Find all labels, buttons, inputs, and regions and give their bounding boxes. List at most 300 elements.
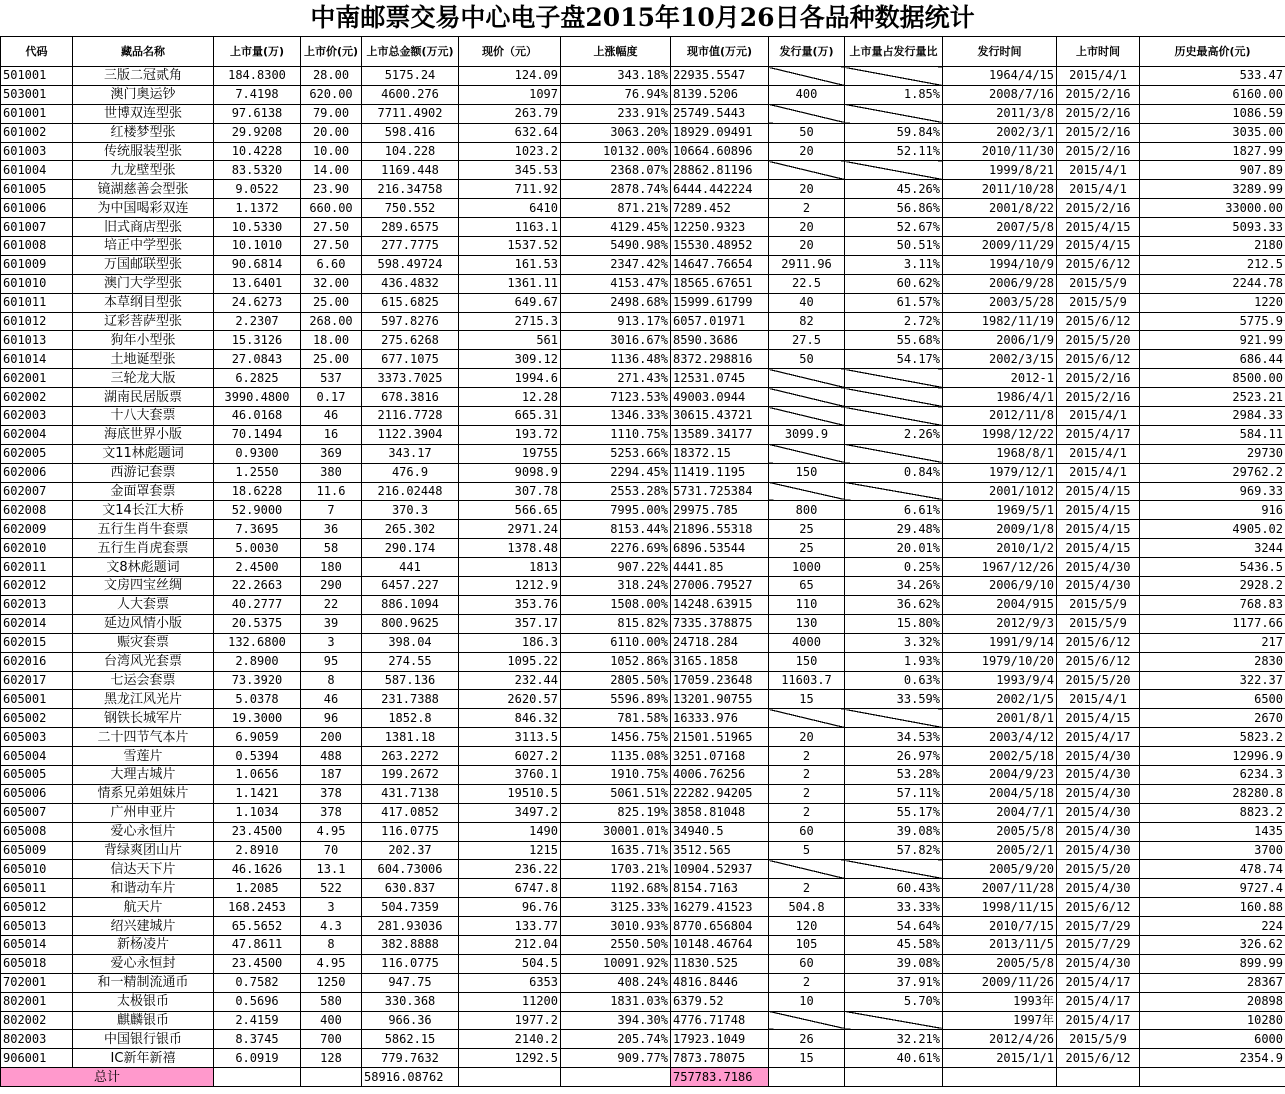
cell-listed-ratio: 39.08% xyxy=(845,822,943,841)
cell-name: IC新年新禧 xyxy=(73,1049,214,1068)
cell-market-value: 3165.1858 xyxy=(671,652,769,671)
cell-issue-date: 2002/3/1 xyxy=(943,123,1057,142)
cell-code: 702001 xyxy=(1,973,73,992)
cell-name: 九龙壁型张 xyxy=(73,161,214,180)
cell-name: 红楼梦型张 xyxy=(73,123,214,142)
cell-total-amount: 216.02448 xyxy=(362,482,459,501)
cell-total-amount: 398.04 xyxy=(362,633,459,652)
cell-current-price: 649.67 xyxy=(459,293,561,312)
cell-listing-date: 2015/6/12 xyxy=(1057,255,1140,274)
cell-high-price: 12996.9 xyxy=(1140,747,1285,766)
cell-listing-date: 2015/7/29 xyxy=(1057,935,1140,954)
cell-current-price: 561 xyxy=(459,331,561,350)
cell-listed-price: 23.90 xyxy=(301,180,362,199)
cell-current-price: 711.92 xyxy=(459,180,561,199)
cell-listed-qty: 2.8910 xyxy=(214,841,301,860)
header-listed-qty: 上市量(万) xyxy=(214,37,301,67)
cell-name: 三版二冠贰角 xyxy=(73,67,214,86)
cell-market-value: 15999.61799 xyxy=(671,293,769,312)
cell-issue-qty: 25 xyxy=(769,539,845,558)
cell-gain: 5061.51% xyxy=(561,784,671,803)
cell-listed-price: 25.00 xyxy=(301,350,362,369)
cell-total-amount: 1381.18 xyxy=(362,728,459,747)
cell-listed-qty: 90.6814 xyxy=(214,255,301,274)
cell-listed-ratio: 0.25% xyxy=(845,558,943,577)
cell-name: 文14长江大桥 xyxy=(73,501,214,520)
cell-market-value: 6444.442224 xyxy=(671,180,769,199)
cell-gain: 10132.00% xyxy=(561,142,671,161)
cell-code: 605018 xyxy=(1,954,73,973)
cell-gain: 3016.67% xyxy=(561,331,671,350)
cell-listed-qty: 6.2825 xyxy=(214,369,301,388)
total-empty-cell xyxy=(845,1068,943,1087)
cell-high-price: 4905.02 xyxy=(1140,520,1285,539)
cell-gain: 6110.00% xyxy=(561,633,671,652)
cell-gain: 1703.21% xyxy=(561,860,671,879)
cell-total-amount: 966.36 xyxy=(362,1011,459,1030)
cell-market-value: 11830.525 xyxy=(671,954,769,973)
cell-listed-qty: 27.0843 xyxy=(214,350,301,369)
cell-listed-qty: 2.2307 xyxy=(214,312,301,331)
cell-listed-ratio: 52.11% xyxy=(845,142,943,161)
total-empty-cell xyxy=(214,1068,301,1087)
cell-high-price: 28280.8 xyxy=(1140,784,1285,803)
cell-gain: 825.19% xyxy=(561,803,671,822)
cell-total-amount: 231.7388 xyxy=(362,690,459,709)
cell-code: 601011 xyxy=(1,293,73,312)
cell-high-price: 29762.2 xyxy=(1140,463,1285,482)
cell-total-amount: 597.8276 xyxy=(362,312,459,331)
cell-code: 601003 xyxy=(1,142,73,161)
cell-listing-date: 2015/5/9 xyxy=(1057,1030,1140,1049)
cell-market-value: 14248.63915 xyxy=(671,595,769,614)
cell-issue-qty xyxy=(769,407,845,426)
cell-issue-qty: 27.5 xyxy=(769,331,845,350)
cell-name: 狗年小型张 xyxy=(73,331,214,350)
cell-code: 605008 xyxy=(1,822,73,841)
cell-listed-ratio: 52.67% xyxy=(845,218,943,237)
cell-issue-qty: 60 xyxy=(769,954,845,973)
table-row xyxy=(1,293,1285,312)
cell-name: 海底世界小版 xyxy=(73,425,214,444)
cell-market-value: 8590.3686 xyxy=(671,331,769,350)
cell-listing-date: 2015/4/15 xyxy=(1057,520,1140,539)
cell-listed-price: 18.00 xyxy=(301,331,362,350)
cell-issue-date: 2015/1/1 xyxy=(943,1049,1057,1068)
cell-market-value: 15530.48952 xyxy=(671,237,769,256)
cell-market-value: 16279.41523 xyxy=(671,898,769,917)
cell-listing-date: 2015/4/15 xyxy=(1057,539,1140,558)
cell-listed-qty: 0.7582 xyxy=(214,973,301,992)
cell-name: 旧式商店型张 xyxy=(73,218,214,237)
cell-listed-qty: 19.3000 xyxy=(214,709,301,728)
cell-current-price: 309.12 xyxy=(459,350,561,369)
cell-market-value: 5731.725384 xyxy=(671,482,769,501)
cell-listed-qty: 10.1010 xyxy=(214,237,301,256)
cell-total-amount: 7711.4902 xyxy=(362,104,459,123)
cell-name: 镜湖慈善会型张 xyxy=(73,180,214,199)
cell-gain: 2553.28% xyxy=(561,482,671,501)
cell-high-price: 1827.99 xyxy=(1140,142,1285,161)
cell-listed-qty: 65.5652 xyxy=(214,917,301,936)
total-empty-cell xyxy=(561,1068,671,1087)
cell-listed-ratio xyxy=(845,104,943,123)
cell-listing-date: 2015/4/15 xyxy=(1057,237,1140,256)
cell-issue-date: 2011/3/8 xyxy=(943,104,1057,123)
cell-issue-date: 1979/12/1 xyxy=(943,463,1057,482)
cell-issue-qty: 20 xyxy=(769,180,845,199)
cell-listed-qty: 0.9300 xyxy=(214,444,301,463)
cell-code: 605014 xyxy=(1,935,73,954)
cell-listed-qty: 1.2085 xyxy=(214,879,301,898)
cell-listed-price: 46 xyxy=(301,690,362,709)
cell-name: 文11林彪题词 xyxy=(73,444,214,463)
cell-listed-ratio: 15.80% xyxy=(845,614,943,633)
cell-gain: 2805.50% xyxy=(561,671,671,690)
cell-code: 605009 xyxy=(1,841,73,860)
cell-total-amount: 441 xyxy=(362,558,459,577)
cell-listed-qty: 15.3126 xyxy=(214,331,301,350)
cell-listed-price: 522 xyxy=(301,879,362,898)
cell-issue-qty: 150 xyxy=(769,652,845,671)
cell-high-price: 1086.59 xyxy=(1140,104,1285,123)
table-row xyxy=(1,822,1285,841)
cell-total-amount: 263.2272 xyxy=(362,747,459,766)
cell-code: 601013 xyxy=(1,331,73,350)
cell-listed-ratio xyxy=(845,388,943,407)
table-row xyxy=(1,1011,1285,1030)
header-listing-date: 上市时间 xyxy=(1057,37,1140,67)
cell-listing-date: 2015/4/30 xyxy=(1057,558,1140,577)
cell-gain: 913.17% xyxy=(561,312,671,331)
cell-listed-ratio: 55.68% xyxy=(845,331,943,350)
cell-market-value: 16333.976 xyxy=(671,709,769,728)
cell-listed-qty: 8.3745 xyxy=(214,1030,301,1049)
cell-listing-date: 2015/4/30 xyxy=(1057,784,1140,803)
cell-current-price: 1490 xyxy=(459,822,561,841)
cell-name: 十八大套票 xyxy=(73,407,214,426)
cell-current-price: 632.64 xyxy=(459,123,561,142)
cell-issue-qty: 20 xyxy=(769,237,845,256)
cell-listed-ratio: 20.01% xyxy=(845,539,943,558)
cell-total-amount: 1169.448 xyxy=(362,161,459,180)
cell-name: 新杨凌片 xyxy=(73,935,214,954)
total-empty-cell xyxy=(301,1068,362,1087)
cell-listed-ratio: 3.11% xyxy=(845,255,943,274)
cell-total-amount: 779.7632 xyxy=(362,1049,459,1068)
cell-high-price: 2830 xyxy=(1140,652,1285,671)
cell-code: 601001 xyxy=(1,104,73,123)
cell-name: 情系兄弟姐妹片 xyxy=(73,784,214,803)
cell-name: 和一精制流通币 xyxy=(73,973,214,992)
cell-code: 601007 xyxy=(1,218,73,237)
cell-gain: 394.30% xyxy=(561,1011,671,1030)
cell-gain: 4129.45% xyxy=(561,218,671,237)
cell-listed-price: 22 xyxy=(301,595,362,614)
cell-issue-date: 2005/9/20 xyxy=(943,860,1057,879)
cell-high-price: 2523.21 xyxy=(1140,388,1285,407)
cell-listed-price: 4.3 xyxy=(301,917,362,936)
cell-listed-price: 27.50 xyxy=(301,237,362,256)
cell-listed-qty: 7.3695 xyxy=(214,520,301,539)
cell-market-value: 13589.34177 xyxy=(671,425,769,444)
table-row xyxy=(1,444,1285,463)
cell-issue-date: 1986/4/1 xyxy=(943,388,1057,407)
cell-listed-price: 39 xyxy=(301,614,362,633)
cell-code: 601010 xyxy=(1,274,73,293)
cell-gain: 781.58% xyxy=(561,709,671,728)
cell-issue-qty: 150 xyxy=(769,463,845,482)
cell-high-price: 2180 xyxy=(1140,237,1285,256)
cell-listed-price: 580 xyxy=(301,992,362,1011)
cell-listed-qty: 184.8300 xyxy=(214,67,301,86)
cell-listed-qty: 2.4159 xyxy=(214,1011,301,1030)
cell-total-amount: 1852.8 xyxy=(362,709,459,728)
cell-high-price: 212.5 xyxy=(1140,255,1285,274)
cell-listing-date: 2015/6/12 xyxy=(1057,1049,1140,1068)
cell-issue-qty: 1000 xyxy=(769,558,845,577)
cell-listing-date: 2015/4/30 xyxy=(1057,747,1140,766)
cell-listing-date: 2015/2/16 xyxy=(1057,369,1140,388)
cell-total-amount: 5862.15 xyxy=(362,1030,459,1049)
cell-high-price: 916 xyxy=(1140,501,1285,520)
cell-issue-qty: 5 xyxy=(769,841,845,860)
cell-total-amount: 104.228 xyxy=(362,142,459,161)
cell-high-price: 478.74 xyxy=(1140,860,1285,879)
cell-current-price: 6747.8 xyxy=(459,879,561,898)
cell-total-amount: 677.1075 xyxy=(362,350,459,369)
cell-total-amount: 598.49724 xyxy=(362,255,459,274)
cell-issue-qty: 4000 xyxy=(769,633,845,652)
cell-listing-date: 2015/2/16 xyxy=(1057,104,1140,123)
table-row xyxy=(1,898,1285,917)
cell-listed-ratio xyxy=(845,860,943,879)
cell-listing-date: 2015/4/30 xyxy=(1057,803,1140,822)
total-empty-cell xyxy=(1057,1068,1140,1087)
cell-code: 802003 xyxy=(1,1030,73,1049)
cell-listed-ratio: 2.26% xyxy=(845,425,943,444)
cell-listed-price: 128 xyxy=(301,1049,362,1068)
cell-high-price: 686.44 xyxy=(1140,350,1285,369)
cell-gain: 3010.93% xyxy=(561,917,671,936)
cell-issue-qty: 65 xyxy=(769,577,845,596)
cell-listing-date: 2015/4/30 xyxy=(1057,765,1140,784)
cell-name: 爱心永恒片 xyxy=(73,822,214,841)
cell-current-price: 6027.2 xyxy=(459,747,561,766)
cell-gain: 408.24% xyxy=(561,973,671,992)
cell-total-amount: 199.2672 xyxy=(362,765,459,784)
cell-gain: 1346.33% xyxy=(561,407,671,426)
cell-current-price: 1163.1 xyxy=(459,218,561,237)
cell-listed-price: 46 xyxy=(301,407,362,426)
cell-market-value: 28862.81196 xyxy=(671,161,769,180)
cell-current-price: 1097 xyxy=(459,85,561,104)
cell-name: 爱心永恒封 xyxy=(73,954,214,973)
cell-issue-qty: 3099.9 xyxy=(769,425,845,444)
cell-name: 航天片 xyxy=(73,898,214,917)
cell-issue-qty: 2911.96 xyxy=(769,255,845,274)
cell-listed-price: 0.17 xyxy=(301,388,362,407)
cell-gain: 5490.98% xyxy=(561,237,671,256)
cell-listed-price: 290 xyxy=(301,577,362,596)
cell-market-value: 21501.51965 xyxy=(671,728,769,747)
cell-listing-date: 2015/5/20 xyxy=(1057,671,1140,690)
cell-listed-price: 96 xyxy=(301,709,362,728)
cell-code: 602014 xyxy=(1,614,73,633)
cell-code: 602007 xyxy=(1,482,73,501)
cell-issue-date: 1967/12/26 xyxy=(943,558,1057,577)
cell-market-value: 13201.90755 xyxy=(671,690,769,709)
cell-listed-price: 4.95 xyxy=(301,954,362,973)
header-market-value: 现市值(万元) xyxy=(671,37,769,67)
page-title: 中南邮票交易中心电子盘2015年10月26日各品种数据统计 xyxy=(310,3,975,32)
cell-code: 605007 xyxy=(1,803,73,822)
cell-gain: 1456.75% xyxy=(561,728,671,747)
cell-gain: 10091.92% xyxy=(561,954,671,973)
cell-listing-date: 2015/4/1 xyxy=(1057,444,1140,463)
cell-listed-price: 7 xyxy=(301,501,362,520)
table-row xyxy=(1,671,1285,690)
cell-name: 中国银行银币 xyxy=(73,1030,214,1049)
cell-issue-qty: 11603.7 xyxy=(769,671,845,690)
cell-listed-qty: 6.0919 xyxy=(214,1049,301,1068)
cell-gain: 4153.47% xyxy=(561,274,671,293)
cell-listed-ratio: 0.63% xyxy=(845,671,943,690)
cell-total-amount: 3373.7025 xyxy=(362,369,459,388)
cell-listing-date: 2015/6/12 xyxy=(1057,312,1140,331)
cell-code: 605002 xyxy=(1,709,73,728)
table-body xyxy=(1,67,1285,1068)
cell-total-amount: 436.4832 xyxy=(362,274,459,293)
cell-current-price: 3113.5 xyxy=(459,728,561,747)
table-row xyxy=(1,690,1285,709)
cell-total-amount: 5175.24 xyxy=(362,67,459,86)
table-row xyxy=(1,841,1285,860)
cell-listed-price: 8 xyxy=(301,935,362,954)
cell-market-value: 6057.01971 xyxy=(671,312,769,331)
cell-code: 605012 xyxy=(1,898,73,917)
cell-total-amount: 202.37 xyxy=(362,841,459,860)
cell-current-price: 12.28 xyxy=(459,388,561,407)
total-market-value: 757783.7186 xyxy=(671,1068,769,1087)
cell-code: 602009 xyxy=(1,520,73,539)
cell-code: 605001 xyxy=(1,690,73,709)
cell-listed-ratio: 37.91% xyxy=(845,973,943,992)
cell-listed-ratio: 1.93% xyxy=(845,652,943,671)
cell-listing-date: 2015/4/30 xyxy=(1057,954,1140,973)
table-row xyxy=(1,747,1285,766)
cell-listing-date: 2015/2/16 xyxy=(1057,85,1140,104)
table-row xyxy=(1,803,1285,822)
cell-name: 文房四宝丝绸 xyxy=(73,577,214,596)
cell-issue-qty: 40 xyxy=(769,293,845,312)
header-total-amount: 上市总金额(万元) xyxy=(362,37,459,67)
cell-high-price: 907.89 xyxy=(1140,161,1285,180)
cell-name: 金面罩套票 xyxy=(73,482,214,501)
table-row xyxy=(1,935,1285,954)
cell-issue-qty: 25 xyxy=(769,520,845,539)
cell-market-value: 8770.656804 xyxy=(671,917,769,936)
cell-gain: 907.22% xyxy=(561,558,671,577)
cell-market-value: 18929.09491 xyxy=(671,123,769,142)
cell-name: 赈灾套票 xyxy=(73,633,214,652)
cell-listed-qty: 23.4500 xyxy=(214,954,301,973)
cell-listed-ratio: 0.84% xyxy=(845,463,943,482)
cell-listing-date: 2015/4/30 xyxy=(1057,879,1140,898)
cell-listed-qty: 1.1034 xyxy=(214,803,301,822)
total-empty-cell xyxy=(1140,1068,1285,1087)
cell-listed-ratio: 3.32% xyxy=(845,633,943,652)
cell-high-price: 6234.3 xyxy=(1140,765,1285,784)
cell-code: 605010 xyxy=(1,860,73,879)
cell-current-price: 357.17 xyxy=(459,614,561,633)
cell-listed-ratio xyxy=(845,67,943,86)
total-empty-cell xyxy=(943,1068,1057,1087)
cell-code: 503001 xyxy=(1,85,73,104)
cell-listed-ratio: 45.26% xyxy=(845,180,943,199)
cell-current-price: 11200 xyxy=(459,992,561,1011)
cell-listing-date: 2015/4/1 xyxy=(1057,463,1140,482)
cell-market-value: 4441.85 xyxy=(671,558,769,577)
cell-name: 西游记套票 xyxy=(73,463,214,482)
cell-name: 钢铁长城军片 xyxy=(73,709,214,728)
stamp-data-table xyxy=(0,36,1285,1087)
cell-name: 二十四节气本片 xyxy=(73,728,214,747)
cell-high-price: 1435 xyxy=(1140,822,1285,841)
table-row xyxy=(1,218,1285,237)
cell-listing-date: 2015/4/17 xyxy=(1057,1011,1140,1030)
cell-listed-qty: 47.8611 xyxy=(214,935,301,954)
cell-issue-date: 1993年 xyxy=(943,992,1057,1011)
cell-issue-qty: 400 xyxy=(769,85,845,104)
cell-issue-date: 2003/5/28 xyxy=(943,293,1057,312)
cell-high-price: 6000 xyxy=(1140,1030,1285,1049)
cell-listed-price: 79.00 xyxy=(301,104,362,123)
cell-issue-date: 2002/3/15 xyxy=(943,350,1057,369)
cell-listed-ratio: 61.57% xyxy=(845,293,943,312)
table-row xyxy=(1,501,1285,520)
cell-listing-date: 2015/4/30 xyxy=(1057,577,1140,596)
cell-market-value: 11419.1195 xyxy=(671,463,769,482)
table-row xyxy=(1,425,1285,444)
cell-issue-qty: 800 xyxy=(769,501,845,520)
cell-code: 602012 xyxy=(1,577,73,596)
header-issue-date: 发行时间 xyxy=(943,37,1057,67)
table-row xyxy=(1,350,1285,369)
cell-current-price: 1378.48 xyxy=(459,539,561,558)
cell-listing-date: 2015/2/16 xyxy=(1057,388,1140,407)
cell-total-amount: 343.17 xyxy=(362,444,459,463)
cell-code: 802002 xyxy=(1,1011,73,1030)
cell-issue-date: 2001/8/22 xyxy=(943,199,1057,218)
cell-gain: 1910.75% xyxy=(561,765,671,784)
cell-total-amount: 800.9625 xyxy=(362,614,459,633)
cell-listed-ratio: 54.64% xyxy=(845,917,943,936)
cell-issue-qty: 50 xyxy=(769,350,845,369)
cell-total-amount: 630.837 xyxy=(362,879,459,898)
cell-issue-qty xyxy=(769,161,845,180)
cell-listed-ratio: 2.72% xyxy=(845,312,943,331)
cell-high-price: 217 xyxy=(1140,633,1285,652)
cell-name: 本草纲目型张 xyxy=(73,293,214,312)
cell-listed-qty: 70.1494 xyxy=(214,425,301,444)
cell-listed-ratio xyxy=(845,709,943,728)
cell-code: 601004 xyxy=(1,161,73,180)
cell-total-amount: 750.552 xyxy=(362,199,459,218)
cell-listing-date: 2015/7/29 xyxy=(1057,917,1140,936)
cell-current-price: 2140.2 xyxy=(459,1030,561,1049)
cell-high-price: 2984.33 xyxy=(1140,407,1285,426)
